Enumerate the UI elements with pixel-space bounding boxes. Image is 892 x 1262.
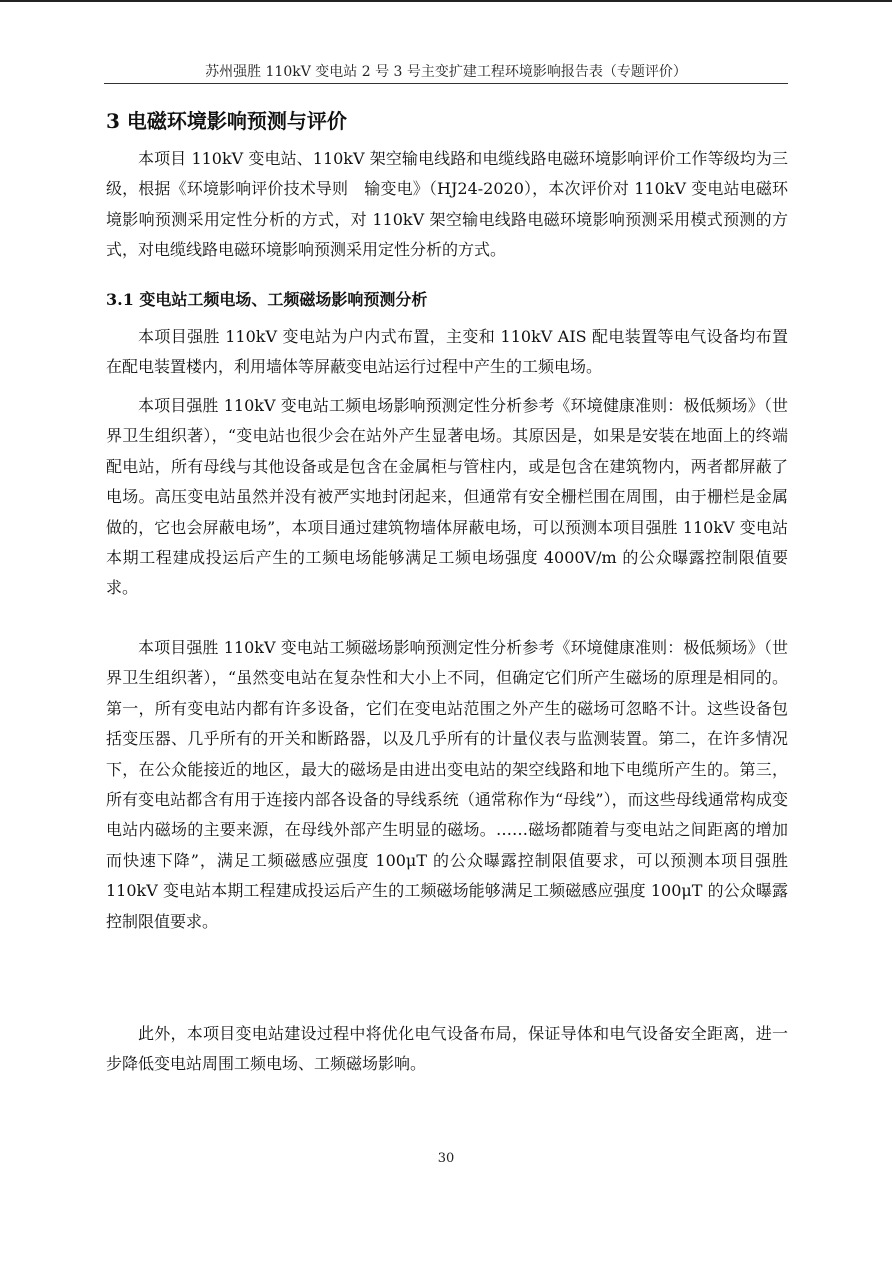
body-paragraph-4: 此外，本项目变电站建设过程中将优化电气设备布局，保证导体和电气设备安全距离，进一步降低变电站周围工频电场、工频磁场影响。 <box>106 1024 788 1074</box>
header-rule <box>104 83 788 84</box>
section-heading: 3 电磁环境影响预测与评价 <box>106 109 347 133</box>
body-paragraph-1: 本项目强胜 110kV 变电站为户内式布置，主变和 110kV AIS 配电装置等电气设备均布置在配电装置楼内，利用墙体等屏蔽变电站运行过程中产生的工频电场。 <box>106 327 788 377</box>
section-intro-paragraph: 本项目 110kV 变电站、110kV 架空输电线路和电缆线路电磁环境影响评价工作等级均为三级，根据《环境影响评价技术导则 输变电》（HJ24-2020），本次评价对 110kV 变电站电磁环境影响预测采用定性分析的方式，对 110kV 架空输电线路电磁环境影响预测采用模式预测的方式，对电缆线路电磁环境影响预测采用定性分析的方式。 <box>106 149 788 260</box>
running-header: 苏州强胜 110kV 变电站 2 号 3 号主变扩建工程环境影响报告表（专题评价） <box>205 64 687 80</box>
page-number: 30 <box>437 1151 455 1166</box>
body-paragraph-3: 本项目强胜 110kV 变电站工频磁场影响预测定性分析参考《环境健康准则：极低频场》（世界卫生组织著），“虽然变电站在复杂性和大小上不同，但确定它们所产生磁场的原理是相同的。第一，所有变电站内都有许多设备，它们在变电站范围之外产生的磁场可忽略不计。这些设备包括变压器、几乎所有的开关和断路器，以及几乎所有的计量仪表与监测装置。第二，在许多情况下，在公众能接近的地区，最大的磁场是由进出变电站的架空线路和地下电缆所产生的。第三，所有变电站都含有用于连接内部各设备的导线系统（通常称作为“母线”），而这些母线通常构成变电站内磁场的主要来源，在母线外部产生明显的磁场。……磁场都随着与变电站之间距离的增加而快速下降”，满足工频磁感应强度 100μT 的公众曝露控制限值要求，可以预测本项目强胜 110kV 变电站本期工程建成投运后产生的工频磁场能够满足工频磁感应强度 100μT 的公众曝露控制限值要求。 <box>106 638 788 931</box>
subsection-heading: 3.1 变电站工频电场、工频磁场影响预测分析 <box>106 290 428 309</box>
body-paragraph-2: 本项目强胜 110kV 变电站工频电场影响预测定性分析参考《环境健康准则：极低频场》（世界卫生组织著），“变电站也很少会在站外产生显著电场。其原因是，如果是安装在地面上的终端配电站，所有母线与其他设备或是包含在金属柜与管柱内，或是包含在建筑物内，两者都屏蔽了电场。高压变电站虽然并没有被严实地封闭起来，但通常有安全栅栏围在周围，由于栅栏是金属做的，它也会屏蔽电场”，本项目通过建筑物墙体屏蔽电场，可以预测本项目强胜 110kV 变电站本期工程建成投运后产生的工频电场能够满足工频电场强度 4000V/m 的公众曝露控制限值要求。 <box>106 396 788 598</box>
top-border-rule <box>0 0 892 2</box>
